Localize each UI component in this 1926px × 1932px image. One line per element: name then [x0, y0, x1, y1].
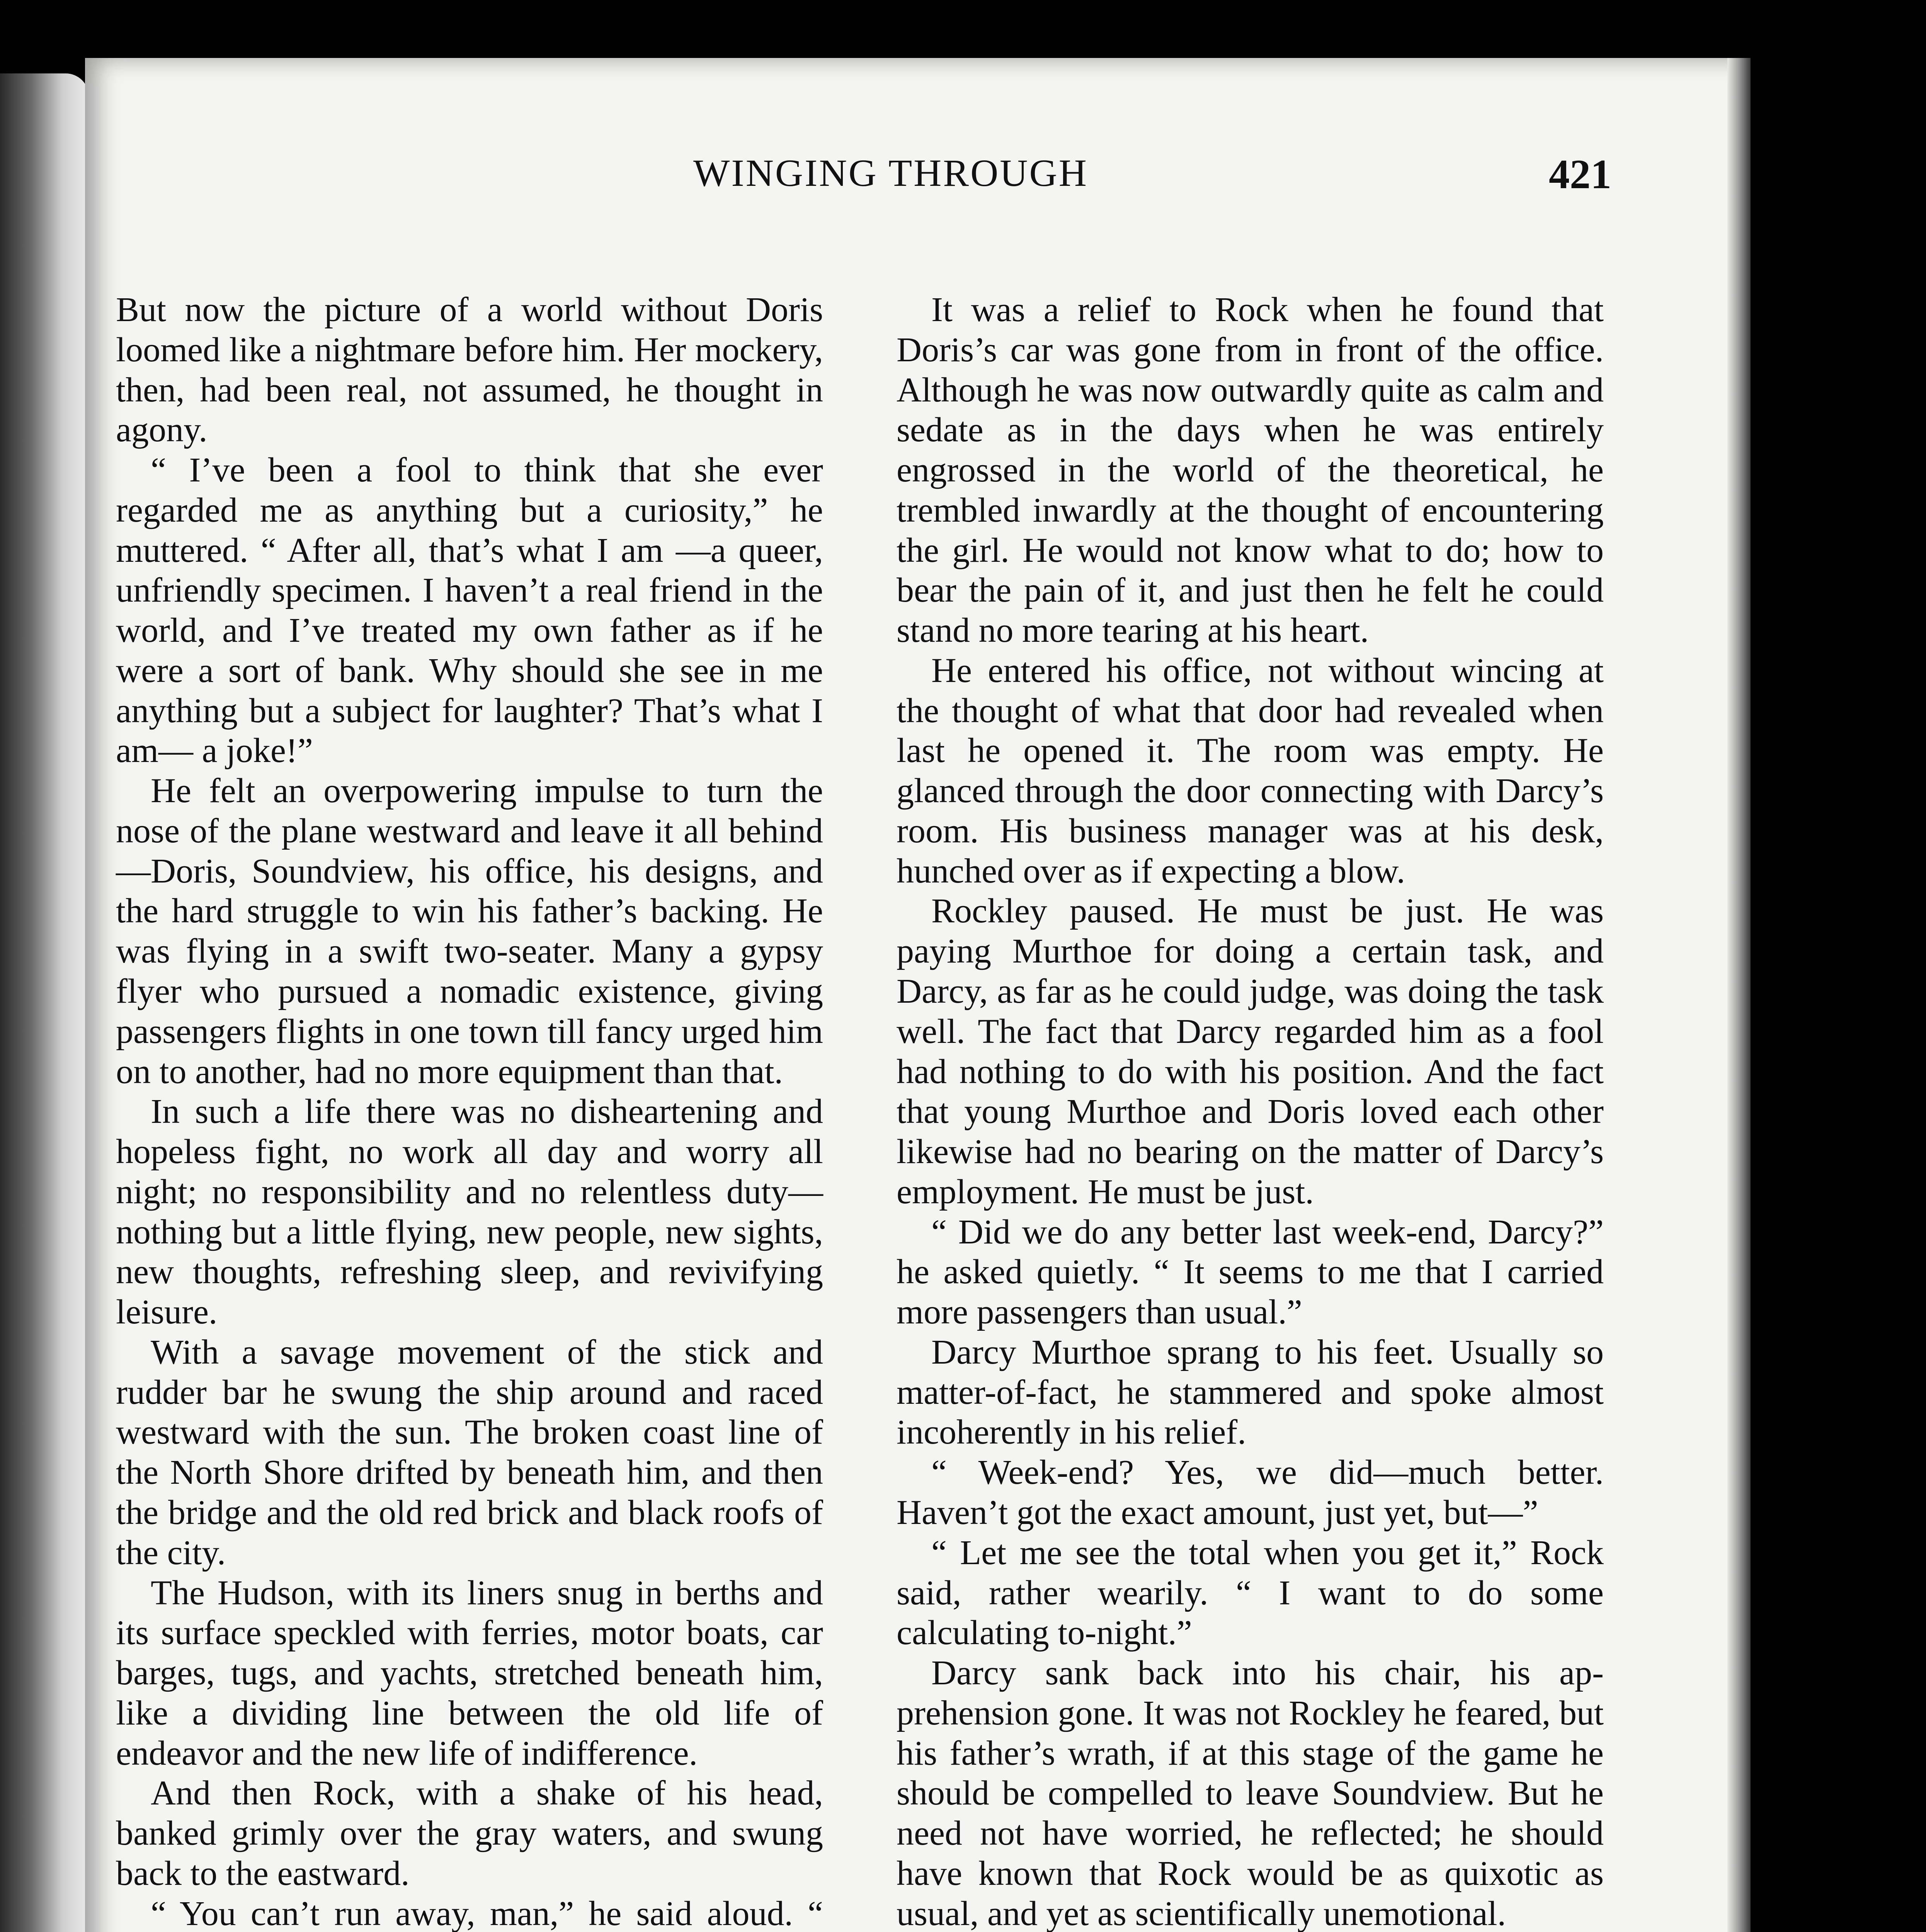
- paragraph: Darcy Murthoe sprang to his feet. Usually so matter-of-fact, he stammered and spoke almost incoherently in his relief.: [897, 1333, 1604, 1452]
- right-column: [897, 290, 1604, 1932]
- paragraph: “ Did we do any better last week-end, Darcy?” he asked quietly. “ It seems to me that I carried more passengers than usual.”: [897, 1213, 1604, 1332]
- paragraph: The Hudson, with its liners snug in berths and its surface speckled with ferries, motor boats, car barges, tugs, and yachts, stretched beneath him, like a dividing line between the old life of endeavor and the new life of indifference.: [116, 1573, 823, 1772]
- paragraph: He entered his office, not without wincing at the thought of what that door had revealed when last he opened it. The room was empty. He glanced through the door connecting with Darcy’s room. His business manager was at his desk, hunched over as if expecting a blow.: [897, 651, 1604, 890]
- paragraph: And then Rock, with a shake of his head, banked grimly over the gray waters, and swung back to the eastward.: [116, 1774, 823, 1893]
- left-column: [116, 290, 823, 1932]
- paragraph: In such a life there was no disheartening and hopeless fight, no work all day and worry all night; no responsibility and no relentless duty—nothing but a little flying, new people, new sights, new thoughts, refreshing sleep, and revivifying leisure.: [116, 1092, 823, 1332]
- paragraph: Darcy sank back into his chair, his apprehension gone. It was not Rockley he feared, but his father’s wrath, if at this stage of the game he should be compelled to leave Soundview. But he need not have worried, he reflected; he should have known that Rock would be as quixotic as usual, and yet as scientifically unemotional.: [897, 1654, 1604, 1932]
- page-number: 421: [1549, 151, 1611, 197]
- page-edge-shadow: [1727, 58, 1751, 1932]
- paragraph: Rockley paused. He must be just. He was paying Murthoe for doing a certain task, and Darcy, as far as he could judge, was doing the task well. The fact that Darcy regarded him as a fool had nothing to do with his position. And the fact that young Murthoe and Doris loved each other likewise had no bearing on the matter of Darcy’s employment. He must be just.: [897, 892, 1604, 1211]
- paragraph: With a savage movement of the stick and rudder bar he swung the ship around and raced westward with the sun. The broken coast line of the North Shore drifted by beneath him, and then the bridge and the old red brick and black roofs of the city.: [116, 1333, 823, 1572]
- paragraph: It was a relief to Rock when he found that Doris’s car was gone from in front of the office. Although he was now outwardly quite as calm and sedate as in the days when he was entirely engrossed in the world of the theoretical, he trembled inwardly at the thought of encountering the girl. He would not know what to do; how to bear the pain of it, and just then he felt he could stand no more tearing at his heart.: [897, 291, 1604, 650]
- paragraph: “ You can’t run away, man,” he said aloud. “: [151, 1894, 823, 1932]
- paragraph: “ I’ve been a fool to think that she ever regarded me as anything but a curiosity,” he muttered. “ After all, that’s what I am —a queer, unfriendly specimen. I haven’t a real friend in the world, and I’ve treated my own father as if he were a sort of bank. Why should she see in me anything but a subject for laughter? That’s what I am— a joke!”: [116, 451, 823, 770]
- running-title: WINGING THROUGH: [693, 151, 1088, 194]
- running-head: [170, 151, 1611, 205]
- paragraph: He felt an overpowering impulse to turn the nose of the plane westward and leave it all behind—Doris, Soundview, his office, his designs, and the hard struggle to win his father’s backing. He was flying in a swift two-seater. Many a gypsy flyer who pursued a nomadic existence, giving passengers flights in one town till fancy urged him on to another, had no more equipment than that.: [116, 772, 823, 1091]
- book-spine-shadow: [0, 73, 89, 1932]
- paragraph: But now the picture of a world without Doris loomed like a nightmare before him. Her mockery, then, had been real, not assumed, he thought in agony.: [116, 291, 823, 449]
- paragraph: “ Let me see the total when you get it,” Rock said, rather wearily. “ I want to do some calculating to-night.”: [897, 1533, 1604, 1652]
- paragraph: “ Week-end? Yes, we did—much better. Haven’t got the exact amount, just yet, but—”: [897, 1453, 1604, 1532]
